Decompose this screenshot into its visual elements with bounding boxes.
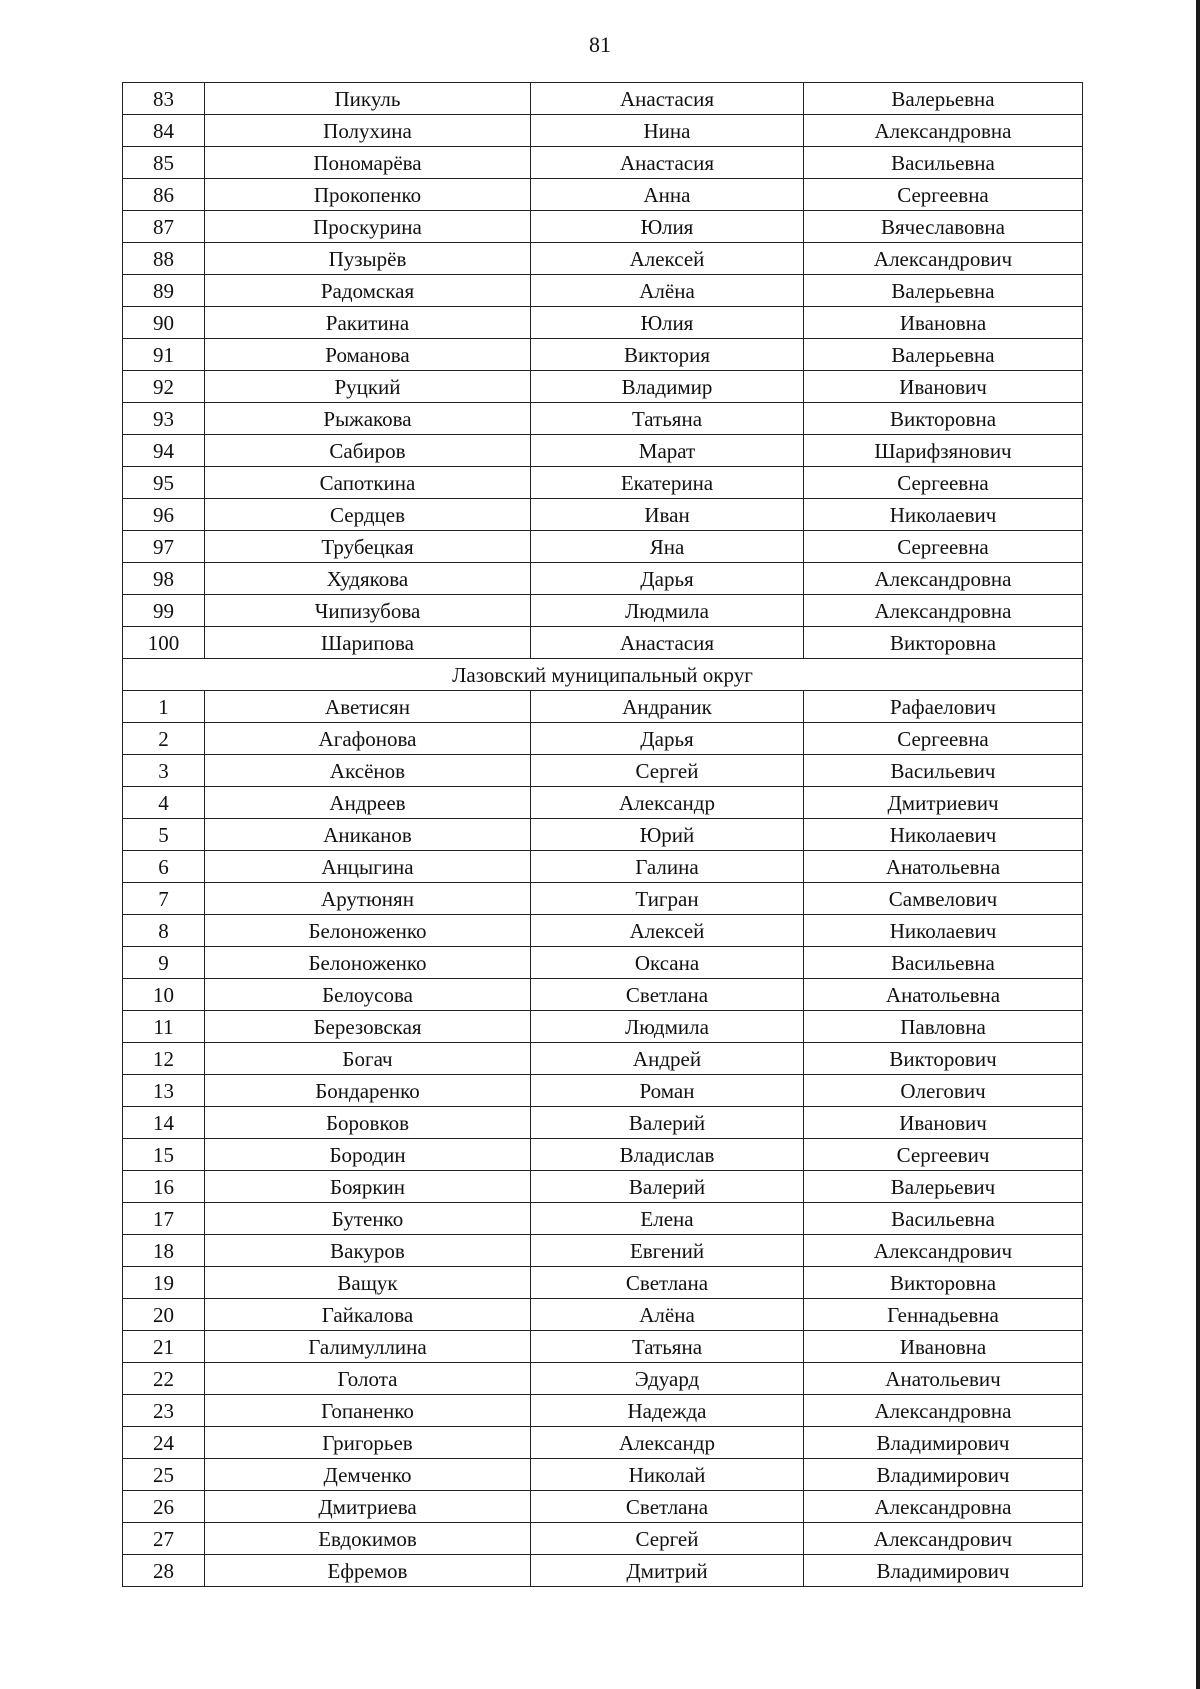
last-name-cell: Боровков xyxy=(205,1107,531,1139)
last-name-cell: Бояркин xyxy=(205,1171,531,1203)
last-name-cell: Ващук xyxy=(205,1267,531,1299)
section-title: Лазовский муниципальный округ xyxy=(123,659,1083,691)
patronymic-cell: Александровна xyxy=(804,115,1083,147)
row-number-cell: 2 xyxy=(123,723,205,755)
table-row xyxy=(123,371,1083,403)
last-name-cell: Аветисян xyxy=(205,691,531,723)
row-number-cell: 16 xyxy=(123,1171,205,1203)
last-name-cell: Полухина xyxy=(205,115,531,147)
patronymic-cell: Васильевна xyxy=(804,947,1083,979)
last-name-cell: Чипизубова xyxy=(205,595,531,627)
table-row xyxy=(123,1427,1083,1459)
table-row xyxy=(123,563,1083,595)
last-name-cell: Шарипова xyxy=(205,627,531,659)
first-name-cell: Тигран xyxy=(531,883,804,915)
patronymic-cell: Иванович xyxy=(804,1107,1083,1139)
table-row xyxy=(123,339,1083,371)
first-name-cell: Анастасия xyxy=(531,147,804,179)
patronymic-cell: Александровна xyxy=(804,1395,1083,1427)
table-row xyxy=(123,787,1083,819)
row-number-cell: 98 xyxy=(123,563,205,595)
table-row xyxy=(123,307,1083,339)
table-row xyxy=(123,819,1083,851)
row-number-cell: 7 xyxy=(123,883,205,915)
last-name-cell: Анцыгина xyxy=(205,851,531,883)
row-number-cell: 88 xyxy=(123,243,205,275)
table-row xyxy=(123,1139,1083,1171)
patronymic-cell: Викторович xyxy=(804,1043,1083,1075)
row-number-cell: 84 xyxy=(123,115,205,147)
patronymic-cell: Владимирович xyxy=(804,1459,1083,1491)
first-name-cell: Владимир xyxy=(531,371,804,403)
patronymic-cell: Валерьевич xyxy=(804,1171,1083,1203)
patronymic-cell: Валерьевна xyxy=(804,339,1083,371)
last-name-cell: Березовская xyxy=(205,1011,531,1043)
table-row xyxy=(123,1267,1083,1299)
first-name-cell: Юрий xyxy=(531,819,804,851)
row-number-cell: 90 xyxy=(123,307,205,339)
last-name-cell: Демченко xyxy=(205,1459,531,1491)
first-name-cell: Оксана xyxy=(531,947,804,979)
patronymic-cell: Анатольевна xyxy=(804,851,1083,883)
last-name-cell: Дмитриева xyxy=(205,1491,531,1523)
patronymic-cell: Викторовна xyxy=(804,403,1083,435)
row-number-cell: 89 xyxy=(123,275,205,307)
first-name-cell: Сергей xyxy=(531,755,804,787)
first-name-cell: Роман xyxy=(531,1075,804,1107)
row-number-cell: 8 xyxy=(123,915,205,947)
row-number-cell: 12 xyxy=(123,1043,205,1075)
table-row xyxy=(123,467,1083,499)
row-number-cell: 23 xyxy=(123,1395,205,1427)
last-name-cell: Сапоткина xyxy=(205,467,531,499)
first-name-cell: Людмила xyxy=(531,595,804,627)
last-name-cell: Бородин xyxy=(205,1139,531,1171)
table-row xyxy=(123,1043,1083,1075)
row-number-cell: 20 xyxy=(123,1299,205,1331)
table-row xyxy=(123,179,1083,211)
patronymic-cell: Александровна xyxy=(804,563,1083,595)
first-name-cell: Евгений xyxy=(531,1235,804,1267)
row-number-cell: 85 xyxy=(123,147,205,179)
patronymic-cell: Сергеевна xyxy=(804,467,1083,499)
last-name-cell: Белоноженко xyxy=(205,947,531,979)
last-name-cell: Ефремов xyxy=(205,1555,531,1587)
patronymic-cell: Сергеевна xyxy=(804,531,1083,563)
patronymic-cell: Павловна xyxy=(804,1011,1083,1043)
page-number: 81 xyxy=(589,32,611,57)
table-row xyxy=(123,403,1083,435)
row-number-cell: 96 xyxy=(123,499,205,531)
table-row xyxy=(123,1299,1083,1331)
first-name-cell: Андраник xyxy=(531,691,804,723)
row-number-cell: 17 xyxy=(123,1203,205,1235)
last-name-cell: Белоноженко xyxy=(205,915,531,947)
row-number-cell: 24 xyxy=(123,1427,205,1459)
first-name-cell: Валерий xyxy=(531,1107,804,1139)
row-number-cell: 4 xyxy=(123,787,205,819)
last-name-cell: Руцкий xyxy=(205,371,531,403)
last-name-cell: Белоусова xyxy=(205,979,531,1011)
patronymic-cell: Сергеевна xyxy=(804,179,1083,211)
table-row xyxy=(123,83,1083,115)
first-name-cell: Татьяна xyxy=(531,1331,804,1363)
last-name-cell: Пузырёв xyxy=(205,243,531,275)
row-number-cell: 95 xyxy=(123,467,205,499)
row-number-cell: 5 xyxy=(123,819,205,851)
first-name-cell: Владислав xyxy=(531,1139,804,1171)
patronymic-cell: Владимирович xyxy=(804,1427,1083,1459)
last-name-cell: Богач xyxy=(205,1043,531,1075)
table-row xyxy=(123,1491,1083,1523)
patronymic-cell: Александровна xyxy=(804,595,1083,627)
table-row xyxy=(123,851,1083,883)
first-name-cell: Екатерина xyxy=(531,467,804,499)
patronymic-cell: Васильевна xyxy=(804,1203,1083,1235)
row-number-cell: 86 xyxy=(123,179,205,211)
patronymic-cell: Николаевич xyxy=(804,819,1083,851)
row-number-cell: 91 xyxy=(123,339,205,371)
first-name-cell: Анна xyxy=(531,179,804,211)
first-name-cell: Сергей xyxy=(531,1523,804,1555)
patronymic-cell: Ивановна xyxy=(804,1331,1083,1363)
roster-table xyxy=(122,82,1083,1587)
table-row xyxy=(123,1171,1083,1203)
patronymic-cell: Александрович xyxy=(804,1523,1083,1555)
patronymic-cell: Дмитриевич xyxy=(804,787,1083,819)
table-row xyxy=(123,947,1083,979)
row-number-cell: 21 xyxy=(123,1331,205,1363)
table-row xyxy=(123,531,1083,563)
last-name-cell: Голота xyxy=(205,1363,531,1395)
patronymic-cell: Анатольевна xyxy=(804,979,1083,1011)
first-name-cell: Надежда xyxy=(531,1395,804,1427)
last-name-cell: Аниканов xyxy=(205,819,531,851)
patronymic-cell: Николаевич xyxy=(804,915,1083,947)
first-name-cell: Эдуард xyxy=(531,1363,804,1395)
row-number-cell: 93 xyxy=(123,403,205,435)
patronymic-cell: Николаевич xyxy=(804,499,1083,531)
table-row xyxy=(123,595,1083,627)
table-row xyxy=(123,1523,1083,1555)
row-number-cell: 10 xyxy=(123,979,205,1011)
last-name-cell: Аксёнов xyxy=(205,755,531,787)
first-name-cell: Светлана xyxy=(531,979,804,1011)
patronymic-cell: Анатольевич xyxy=(804,1363,1083,1395)
patronymic-cell: Валерьевна xyxy=(804,83,1083,115)
row-number-cell: 14 xyxy=(123,1107,205,1139)
last-name-cell: Худякова xyxy=(205,563,531,595)
first-name-cell: Галина xyxy=(531,851,804,883)
patronymic-cell: Александрович xyxy=(804,243,1083,275)
patronymic-cell: Васильевич xyxy=(804,755,1083,787)
patronymic-cell: Ивановна xyxy=(804,307,1083,339)
last-name-cell: Андреев xyxy=(205,787,531,819)
last-name-cell: Трубецкая xyxy=(205,531,531,563)
last-name-cell: Сердцев xyxy=(205,499,531,531)
last-name-cell: Арутюнян xyxy=(205,883,531,915)
last-name-cell: Евдокимов xyxy=(205,1523,531,1555)
row-number-cell: 1 xyxy=(123,691,205,723)
last-name-cell: Бондаренко xyxy=(205,1075,531,1107)
first-name-cell: Дарья xyxy=(531,723,804,755)
patronymic-cell: Рафаелович xyxy=(804,691,1083,723)
table-row xyxy=(123,435,1083,467)
table-row xyxy=(123,691,1083,723)
last-name-cell: Гайкалова xyxy=(205,1299,531,1331)
first-name-cell: Марат xyxy=(531,435,804,467)
table-row xyxy=(123,499,1083,531)
row-number-cell: 87 xyxy=(123,211,205,243)
last-name-cell: Бутенко xyxy=(205,1203,531,1235)
table-row xyxy=(123,115,1083,147)
row-number-cell: 99 xyxy=(123,595,205,627)
last-name-cell: Проскурина xyxy=(205,211,531,243)
patronymic-cell: Иванович xyxy=(804,371,1083,403)
last-name-cell: Рыжакова xyxy=(205,403,531,435)
table-row xyxy=(123,1075,1083,1107)
first-name-cell: Юлия xyxy=(531,211,804,243)
row-number-cell: 27 xyxy=(123,1523,205,1555)
last-name-cell: Романова xyxy=(205,339,531,371)
first-name-cell: Алёна xyxy=(531,1299,804,1331)
row-number-cell: 25 xyxy=(123,1459,205,1491)
last-name-cell: Григорьев xyxy=(205,1427,531,1459)
row-number-cell: 13 xyxy=(123,1075,205,1107)
table-row xyxy=(123,1011,1083,1043)
first-name-cell: Дмитрий xyxy=(531,1555,804,1587)
patronymic-cell: Шарифзянович xyxy=(804,435,1083,467)
first-name-cell: Алексей xyxy=(531,243,804,275)
patronymic-cell: Александрович xyxy=(804,1235,1083,1267)
row-number-cell: 100 xyxy=(123,627,205,659)
last-name-cell: Ракитина xyxy=(205,307,531,339)
last-name-cell: Галимуллина xyxy=(205,1331,531,1363)
first-name-cell: Светлана xyxy=(531,1491,804,1523)
roster-table-body xyxy=(123,83,1083,1587)
first-name-cell: Иван xyxy=(531,499,804,531)
patronymic-cell: Васильевна xyxy=(804,147,1083,179)
last-name-cell: Пикуль xyxy=(205,83,531,115)
table-row xyxy=(123,1459,1083,1491)
row-number-cell: 26 xyxy=(123,1491,205,1523)
row-number-cell: 94 xyxy=(123,435,205,467)
table-row xyxy=(123,915,1083,947)
patronymic-cell: Геннадьевна xyxy=(804,1299,1083,1331)
patronymic-cell: Вячеславовна xyxy=(804,211,1083,243)
table-row xyxy=(123,1395,1083,1427)
first-name-cell: Александр xyxy=(531,1427,804,1459)
row-number-cell: 19 xyxy=(123,1267,205,1299)
table-row xyxy=(123,275,1083,307)
last-name-cell: Агафонова xyxy=(205,723,531,755)
patronymic-cell: Владимирович xyxy=(804,1555,1083,1587)
first-name-cell: Алёна xyxy=(531,275,804,307)
first-name-cell: Андрей xyxy=(531,1043,804,1075)
first-name-cell: Дарья xyxy=(531,563,804,595)
patronymic-cell: Валерьевна xyxy=(804,275,1083,307)
patronymic-cell: Сергеевич xyxy=(804,1139,1083,1171)
first-name-cell: Юлия xyxy=(531,307,804,339)
row-number-cell: 22 xyxy=(123,1363,205,1395)
scan-edge-shadow xyxy=(1196,0,1200,1689)
row-number-cell: 11 xyxy=(123,1011,205,1043)
first-name-cell: Александр xyxy=(531,787,804,819)
table-row xyxy=(123,1107,1083,1139)
first-name-cell: Нина xyxy=(531,115,804,147)
first-name-cell: Елена xyxy=(531,1203,804,1235)
patronymic-cell: Викторовна xyxy=(804,627,1083,659)
patronymic-cell: Сергеевна xyxy=(804,723,1083,755)
last-name-cell: Сабиров xyxy=(205,435,531,467)
first-name-cell: Светлана xyxy=(531,1267,804,1299)
first-name-cell: Анастасия xyxy=(531,627,804,659)
first-name-cell: Валерий xyxy=(531,1171,804,1203)
row-number-cell: 3 xyxy=(123,755,205,787)
table-row xyxy=(123,243,1083,275)
last-name-cell: Гопаненко xyxy=(205,1395,531,1427)
table-row xyxy=(123,1331,1083,1363)
last-name-cell: Вакуров xyxy=(205,1235,531,1267)
patronymic-cell: Викторовна xyxy=(804,1267,1083,1299)
table-row xyxy=(123,723,1083,755)
row-number-cell: 15 xyxy=(123,1139,205,1171)
first-name-cell: Виктория xyxy=(531,339,804,371)
first-name-cell: Николай xyxy=(531,1459,804,1491)
table-row xyxy=(123,1555,1083,1587)
first-name-cell: Алексей xyxy=(531,915,804,947)
row-number-cell: 97 xyxy=(123,531,205,563)
row-number-cell: 18 xyxy=(123,1235,205,1267)
patronymic-cell: Олегович xyxy=(804,1075,1083,1107)
first-name-cell: Людмила xyxy=(531,1011,804,1043)
table-row xyxy=(123,1235,1083,1267)
row-number-cell: 6 xyxy=(123,851,205,883)
patronymic-cell: Александровна xyxy=(804,1491,1083,1523)
first-name-cell: Анастасия xyxy=(531,83,804,115)
table-row xyxy=(123,627,1083,659)
first-name-cell: Яна xyxy=(531,531,804,563)
last-name-cell: Радомская xyxy=(205,275,531,307)
table-row xyxy=(123,883,1083,915)
table-row xyxy=(123,1203,1083,1235)
row-number-cell: 92 xyxy=(123,371,205,403)
last-name-cell: Пономарёва xyxy=(205,147,531,179)
table-row xyxy=(123,1363,1083,1395)
table-row xyxy=(123,755,1083,787)
patronymic-cell: Самвелович xyxy=(804,883,1083,915)
table-row xyxy=(123,211,1083,243)
section-header-row xyxy=(123,659,1083,691)
first-name-cell: Татьяна xyxy=(531,403,804,435)
row-number-cell: 9 xyxy=(123,947,205,979)
last-name-cell: Прокопенко xyxy=(205,179,531,211)
row-number-cell: 83 xyxy=(123,83,205,115)
row-number-cell: 28 xyxy=(123,1555,205,1587)
table-row xyxy=(123,979,1083,1011)
table-row xyxy=(123,147,1083,179)
